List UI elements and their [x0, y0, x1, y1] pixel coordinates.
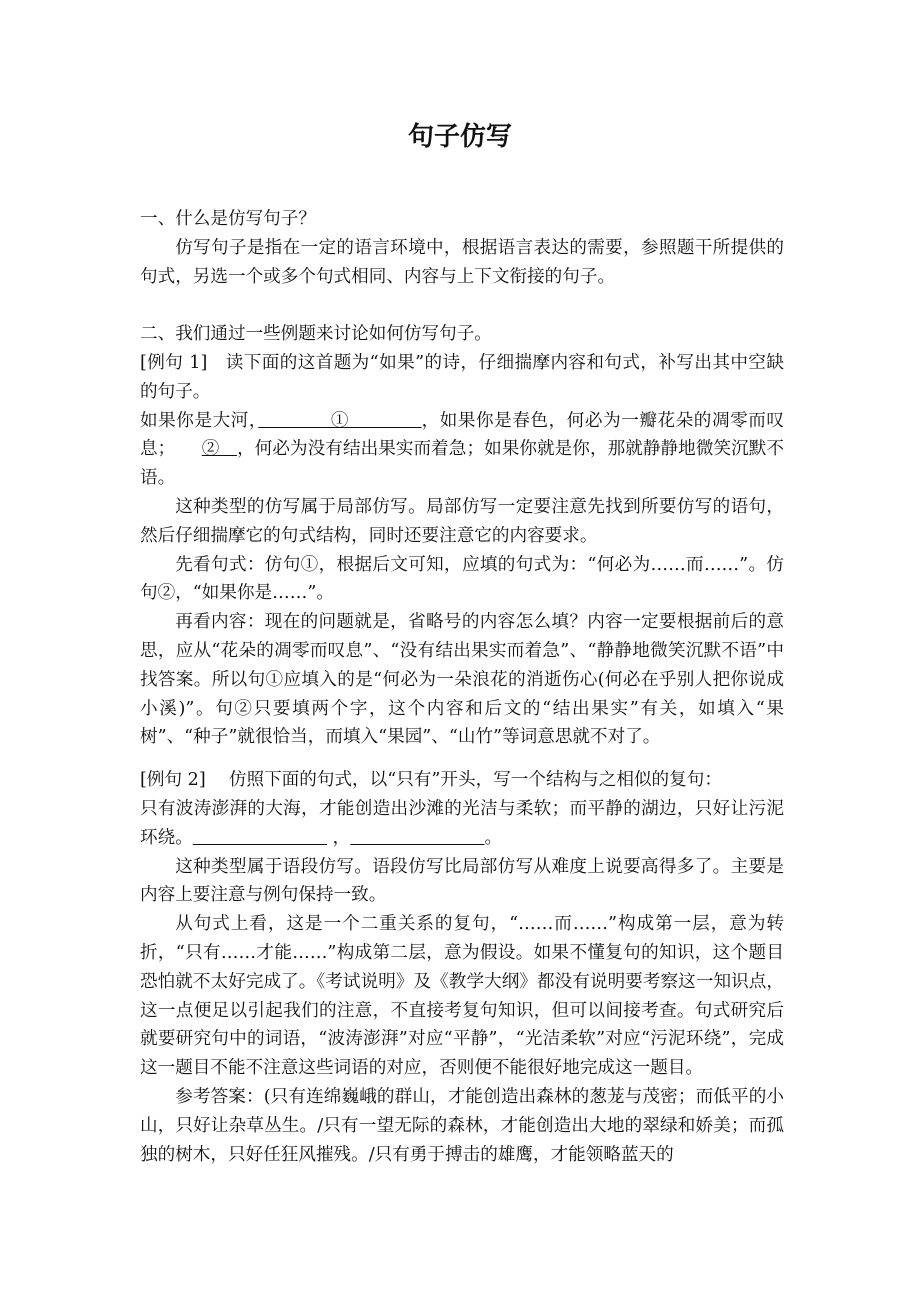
blank-2: [350, 828, 484, 848]
paragraph: 这种类型属于语段仿写。语段仿写比局部仿写从难度上说要高得多了。主要是内容上要注意与例句保持一致。: [140, 856, 784, 906]
example-1-prompt: [例句 1] 读下面的这首题为“如果”的诗，仔细揣摩内容和句式，补写出其中空缺的句子。: [140, 352, 784, 402]
document-title: 句子仿写: [407, 122, 512, 152]
example-2-prompt: [例句 2] 仿照下面的句式，以“只有”开头，写一个结构与之相似的复句：: [140, 770, 722, 791]
section-2-heading: 二、我们通过一些例题来讨论如何仿写句子。: [140, 324, 492, 345]
paragraph: 仿写句子是指在一定的语言环境中，根据语言表达的需要，参照题干所提供的句式，另选一个或多个句式相同、内容与上下文衔接的句子。: [140, 237, 784, 287]
poem-text: ，何必为没有结出果实而着急；如果你就是你，那就静静地微笑沉默不语。: [140, 439, 784, 489]
paragraph: 再看内容：现在的问题就是，省略号的内容怎么填？内容一定要根据前后的意思，应从“花朵的凋零而叹息”、“没有结出果实而着急”、“静静地微笑沉默不语”中找答案。所以句①应填入的是“何必为一朵浪花的消逝伤心(何必在乎别人把你说成小溪)”。句②只要填两个字，这个内容和后文的“结出果实”有关，如填入“果树”、“种子”就很恰当，而填入“果园”、“山竹”等词意思就不对了。: [140, 612, 784, 748]
paragraph: 先看句式：仿句①，根据后文可知，应填的句式为：“何必为……而……”。仿句②，“如果你是……”。: [140, 554, 784, 604]
blank-2: ②: [201, 439, 238, 460]
blank-1: [193, 828, 327, 848]
end-mark: 。: [484, 827, 503, 848]
poem-text: 如果你是大河，: [140, 410, 259, 431]
blank-1: ①: [258, 410, 422, 431]
paragraph: 参考答案：(只有连绵巍峨的群山，才能创造出森林的葱茏与茂密；而低平的小山，只好让杂草丛生。/只有一望无际的森林，才能创造出大地的翠绿和娇美；而孤独的树木，只好任狂风摧残。/只有勇于搏击的雄鹰，才能领略蓝天的: [140, 1086, 784, 1165]
example-1-poem: [140, 407, 784, 493]
paragraph: 从句式上看，这是一个二重关系的复句，“……而……”构成第一层，意为转折，“只有……才能……”构成第二层，意为假设。如果不懂复句的知识，这个题目恐怕就不太好完成了。《考试说明》及《教学大纲》都没有说明要考察这一知识点，这一点便足以引起我们的注意，不直接考复句知识，但可以间接考查。句式研究后就要研究句中的词语，“波涛澎湃”对应“平静”，“光洁柔软”对应“污泥环绕”，完成这一题目不能不注意这些词语的对应，否则便不能很好地完成这一题目。: [140, 914, 784, 1079]
example-2-sentence: [140, 795, 784, 853]
document-body: [140, 205, 784, 1169]
poem-text: ，如果你是春色，何必为一瓣花朵的凋零而叹息；: [140, 410, 784, 460]
section-1-heading: 一、什么是仿写句子？: [140, 209, 316, 229]
separator: ，: [327, 827, 351, 848]
sentence-text: 只有波涛澎湃的大海，才能创造出沙滩的光洁与柔软；而平静的湖边，只好让污泥环绕。: [140, 798, 784, 848]
paragraph: 这种类型的仿写属于局部仿写。局部仿写一定要注意先找到所要仿写的语句，然后仔细揣摩它的句式结构，同时还要注意它的内容要求。: [140, 496, 784, 546]
